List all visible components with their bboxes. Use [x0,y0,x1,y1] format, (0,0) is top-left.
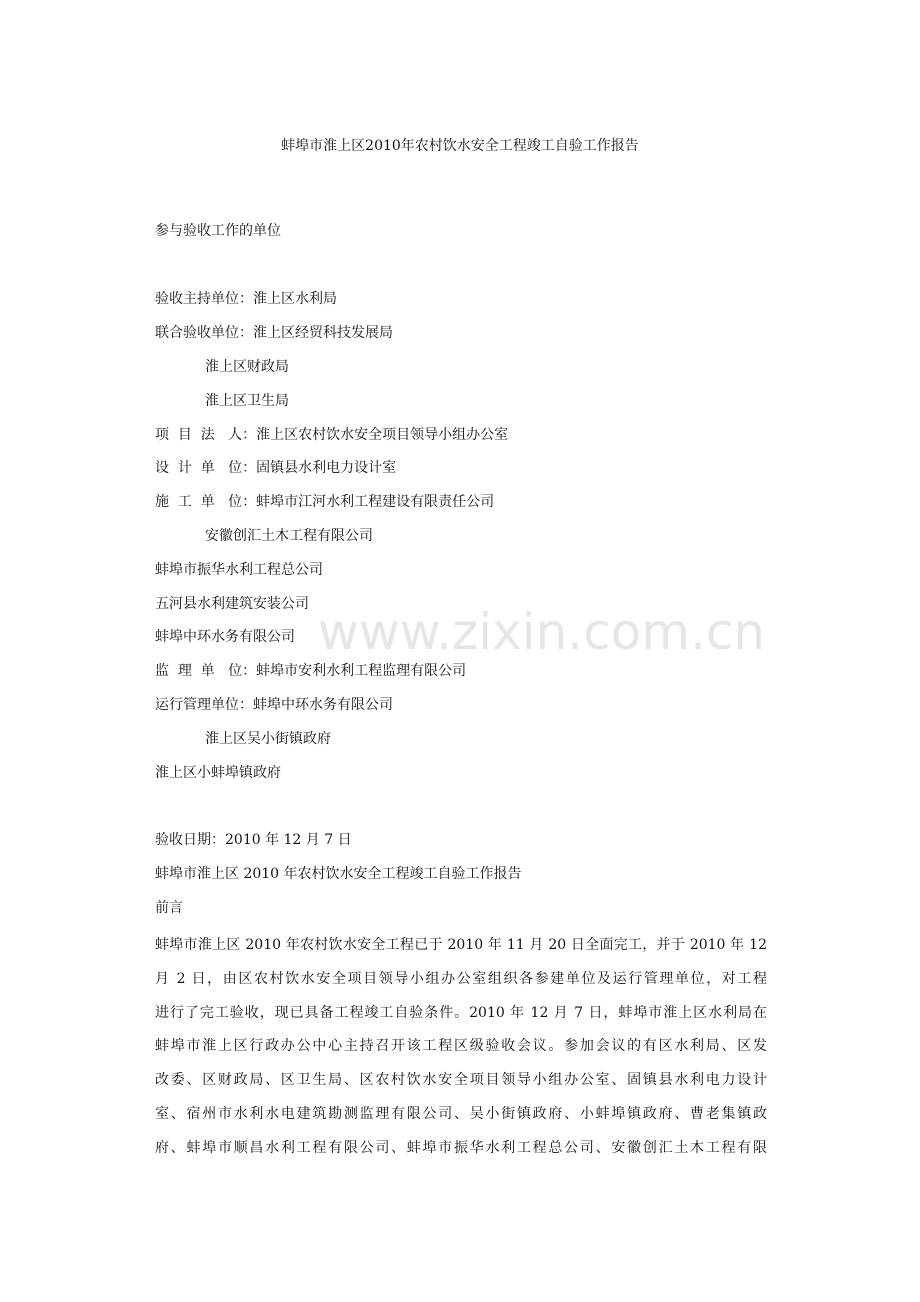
paragraph-line: 蚌埠市淮上区行政办公中心主持召开该工程区级验收会议。参加会议的有区水利局、区发 [155,1038,767,1055]
paragraph-line: 府、蚌埠市顺昌水利工程有限公司、蚌埠市振华水利工程总公司、安徽创汇土木工程有限 [155,1139,767,1156]
unit-line: 联合验收单位：淮上区经贸科技发展局 [155,325,393,341]
paragraph-line: 进行了完工验收，现已具备工程竣工自验条件。2010 年 12 月 7 日，蚌埠市淮上区水利局在 [155,1004,767,1021]
unit-line: 五河县水利建筑安装公司 [155,596,309,612]
unit-line: 蚌埠市振华水利工程总公司 [155,562,323,578]
unit-line: 安徽创汇土木工程有限公司 [205,528,373,544]
section-heading: 参与验收工作的单位 [155,223,281,239]
paragraph-line: 蚌埠市淮上区 2010 年农村饮水安全工程已于 2010 年 11 月 20 日全面完工，并于 2010 年 12 [155,937,767,953]
paragraph-line: 月 2 日，由区农村饮水安全项目领导小组办公室组织各参建单位及运行管理单位，对工程 [155,970,767,987]
document-title: 蚌埠市淮上区2010年农村饮水安全工程竣工自验工作报告 [281,138,639,154]
unit-line: 设 计 单 位：固镇县水利电力设计室 [155,460,397,476]
acceptance-date: 验收日期：2010 年 12 月 7 日 [155,832,352,848]
unit-line: 项 目 法 人：淮上区农村饮水安全项目领导小组办公室 [155,427,509,443]
unit-line: 监 理 单 位：蚌埠市安利水利工程监理有限公司 [155,663,467,679]
preface-heading: 前言 [155,900,183,916]
unit-line: 淮上区财政局 [205,359,289,375]
unit-line: 施 工 单 位：蚌埠市江河水利工程建设有限责任公司 [155,494,495,510]
unit-line: 蚌埠中环水务有限公司 [155,629,295,645]
title-repeat: 蚌埠市淮上区 2010 年农村饮水安全工程竣工自验工作报告 [155,866,522,882]
preface-paragraph [155,929,767,1166]
unit-line: 淮上区吴小街镇政府 [205,731,331,747]
unit-line: 淮上区卫生局 [205,393,289,409]
paragraph-line: 改委、区财政局、区卫生局、区农村饮水安全项目领导小组办公室、固镇县水利电力设计 [155,1072,767,1089]
unit-line: 运行管理单位：蚌埠中环水务有限公司 [155,697,393,713]
paragraph-line: 室、宿州市水利水电建筑勘测监理有限公司、吴小街镇政府、小蚌埠镇政府、曹老集镇政 [155,1105,767,1122]
watermark: www.zixin.com.cn [318,603,766,661]
unit-line: 验收主持单位：淮上区水利局 [155,291,337,307]
unit-line: 淮上区小蚌埠镇政府 [155,765,281,781]
